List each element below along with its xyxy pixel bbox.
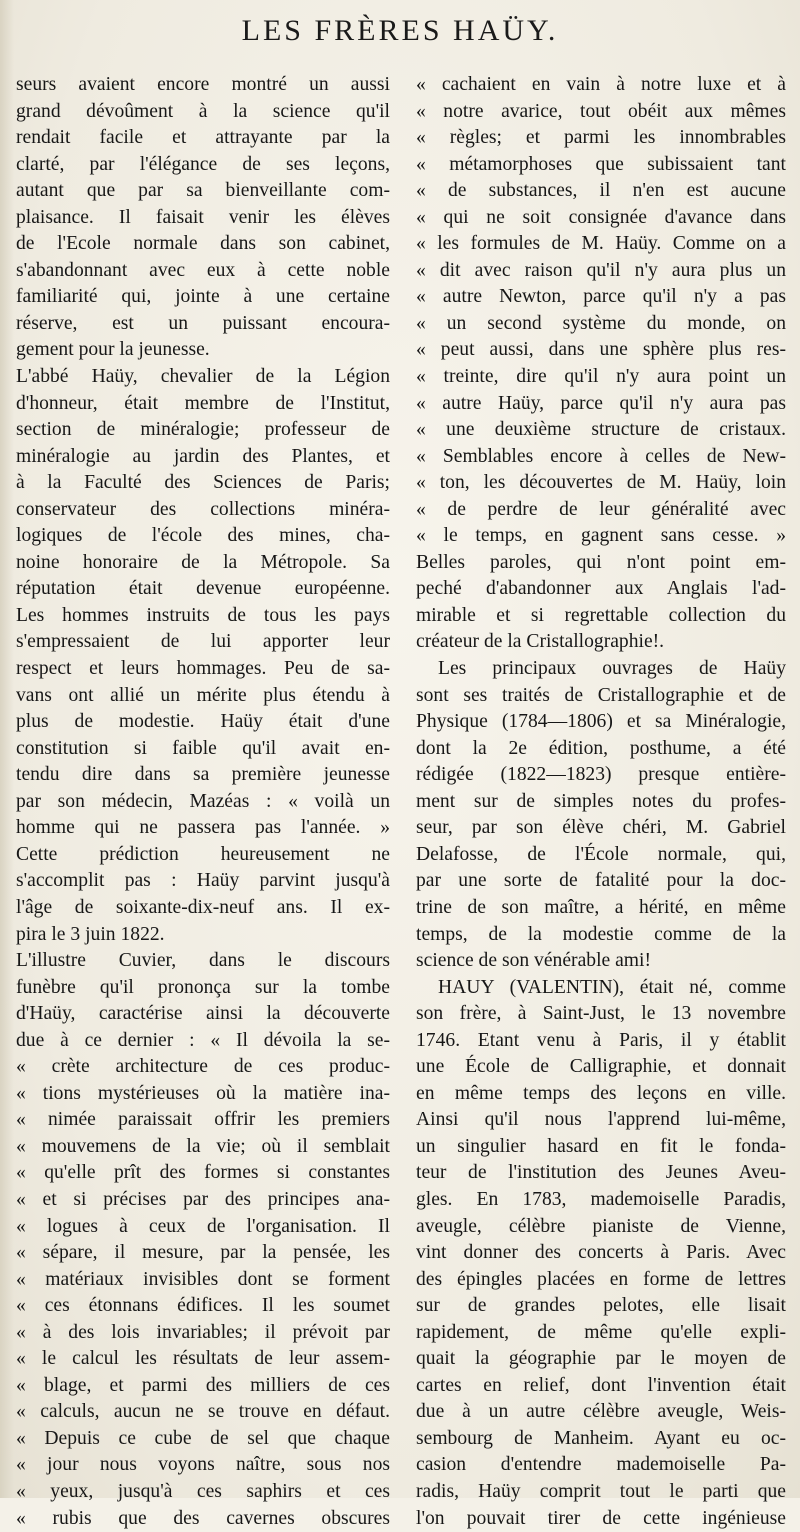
text-line: « treinte, dire qu'il n'y aura point un [416, 366, 786, 388]
text-line: Belles paroles, qui n'ont point em- [416, 551, 786, 573]
text-line: dont la 2e édition, posthume, a été [416, 737, 786, 759]
text-line: Cette prédiction heureusement ne [16, 843, 390, 865]
text-line: réputation était devenue européenne. [16, 578, 390, 600]
text-line: l'âge de soixante-dix-neuf ans. Il ex- [16, 896, 390, 918]
text-line: « ton, les découvertes de M. Haüy, loin [416, 472, 786, 494]
text-line: sur de grandes pelotes, elle lisait [416, 1295, 786, 1317]
text-line: Delafosse, de l'École normale, qui, [416, 843, 786, 865]
text-line: « tions mystérieuses où la matière ina- [16, 1082, 390, 1104]
text-line: « dit avec raison qu'il n'y aura plus un [416, 259, 786, 281]
text-line: « cachaient en vain à notre luxe et à [416, 74, 786, 95]
text-line: homme qui ne passera pas l'année. » [16, 817, 390, 839]
text-line: seur, par son élève chéri, M. Gabriel [416, 817, 786, 839]
text-line: « rubis que des cavernes obscures [16, 1507, 390, 1529]
text-line: cartes en relief, dont l'invention était [416, 1374, 786, 1396]
text-line: « règles; et parmi les innombrables [416, 127, 786, 149]
text-line: « sépare, il mesure, par la pensée, les [16, 1242, 390, 1264]
text-line: « matériaux invisibles dont se forment [16, 1268, 390, 1290]
text-line: gement pour la jeunesse. [16, 339, 210, 361]
text-line: familiarité qui, jointe à une certaine [16, 286, 390, 308]
text-line: d'honneur, était membre de l'Institut, [16, 392, 390, 414]
text-line: « une deuxième structure de cristaux. [416, 419, 786, 441]
left-text-column [16, 72, 390, 1532]
text-line: « peut aussi, dans une sphère plus res- [416, 339, 786, 361]
text-line: « logues à ceux de l'organisation. Il [16, 1215, 390, 1237]
text-line: « nimée paraissait offrir les premiers [16, 1109, 390, 1131]
text-line: « autre Newton, parce qu'il n'y a pas [416, 286, 786, 308]
text-line: section de minéralogie; professeur de [16, 419, 390, 441]
text-line: pira le 3 juin 1822. [16, 923, 165, 945]
text-line: rapidement, de même qu'elle expli- [416, 1321, 786, 1343]
text-line: l'on pouvait tirer de cette ingénieuse [416, 1507, 786, 1529]
text-line: logiques de l'école des mines, cha- [16, 525, 390, 547]
text-line: « yeux, jusqu'à ces saphirs et ces [16, 1480, 390, 1502]
running-header: LES FRÈRES HAÜY. [241, 14, 559, 47]
text-line: son frère, à Saint-Just, le 13 novembre [416, 1003, 786, 1025]
text-line: un singulier hasard en fit le fonda- [416, 1135, 786, 1157]
text-line: des épingles placées en forme de lettres [416, 1268, 786, 1290]
text-line: par son médecin, Mazéas : « voilà un [16, 790, 390, 812]
text-line: d'Haüy, caractérise ainsi la découverte [16, 1003, 390, 1025]
text-line: « qui ne soit consignée d'avance dans [416, 206, 786, 228]
text-line: « les formules de M. Haüy. Comme on a [416, 233, 786, 255]
text-line: tendu dire dans sa première jeunesse [16, 764, 390, 786]
text-line: « de perdre de leur généralité avec [416, 498, 786, 520]
text-line: rédigée (1822—1823) presque entière- [416, 764, 786, 786]
text-line: HAUY (VALENTIN), était né, comme [438, 976, 786, 998]
text-line: « le calcul les résultats de leur assem- [16, 1348, 390, 1370]
text-line: « jour nous voyons naître, sous nos [16, 1454, 390, 1476]
text-line: 1746. Etant venu à Paris, il y établit [416, 1029, 786, 1051]
text-line: une École de Calligraphie, et donnait [416, 1056, 786, 1078]
text-line: « métamorphoses que subissaient tant [416, 153, 786, 175]
text-line: gles. En 1783, mademoiselle Paradis, [416, 1188, 786, 1210]
text-line: rendait facile et attrayante par la [16, 127, 390, 149]
text-line: constitution si faible qu'il avait en- [16, 737, 390, 759]
text-line: mirable et si regrettable collection du [416, 604, 786, 626]
text-line: sont ses traités de Cristallographie et de [416, 684, 786, 706]
text-line: « à des lois invariables; il prévoit par [16, 1321, 390, 1343]
text-line: minéralogie au jardin des Plantes, et [16, 445, 390, 467]
text-line: Les hommes instruits de tous les pays [16, 604, 390, 626]
text-line: quait la géographie par le moyen de [416, 1348, 786, 1370]
text-line: L'abbé Haüy, chevalier de la Légion [16, 366, 390, 388]
text-line: aveugle, célèbre pianiste de Vienne, [416, 1215, 786, 1237]
text-line: « le temps, en gagnent sans cesse. » [416, 525, 786, 547]
text-line: Les principaux ouvrages de Haüy [438, 658, 786, 680]
text-line: « mouvemens de la vie; où il semblait [16, 1135, 390, 1157]
text-line: « qu'elle prît des formes si constantes [16, 1162, 390, 1184]
text-line: due à un autre célèbre aveugle, Weis- [416, 1401, 786, 1423]
text-line: due à ce dernier : « Il dévoila la se- [16, 1029, 390, 1051]
text-line: funèbre qu'il prononça sur la tombe [16, 976, 390, 998]
text-line: « Semblables encore à celles de New- [416, 445, 786, 467]
text-line: s'empressaient de lui apporter leur [16, 631, 390, 653]
text-line: L'illustre Cuvier, dans le discours [16, 950, 390, 972]
text-line: ment sur de simples notes du profes- [416, 790, 786, 812]
text-line: trine de son maître, a hérité, en même [416, 896, 786, 918]
text-line: par une sorte de fatalité pour la doc- [416, 870, 786, 892]
text-line: « calculs, aucun ne se trouve en défaut. [16, 1401, 390, 1423]
text-line: plaisance. Il faisait venir les élèves [16, 206, 390, 228]
text-line: « de substances, il n'en est aucune [416, 180, 786, 202]
text-line: s'accomplit pas : Haüy parvint jusqu'à [16, 870, 390, 892]
text-line: « ces étonnans édifices. Il les soumet [16, 1295, 390, 1317]
text-line: teur de l'institution des Jeunes Aveu- [416, 1162, 786, 1184]
text-line: vint donner des concerts à Paris. Avec [416, 1242, 786, 1264]
text-line: plus de modestie. Haüy était d'une [16, 711, 390, 733]
text-line: radis, Haüy comprit tout le parti que [416, 1480, 786, 1502]
text-line: réserve, est un puissant encoura- [16, 312, 390, 334]
text-line: noine honoraire de la Métropole. Sa [16, 551, 390, 573]
text-line: autant que par sa bienveillante com- [16, 180, 390, 202]
text-line: « crète architecture de ces produc- [16, 1056, 390, 1078]
text-line: vans ont allié un mérite plus étendu à [16, 684, 390, 706]
page-gutter-shadow [0, 0, 14, 1498]
text-line: Physique (1784—1806) et sa Minéralogie, [416, 711, 786, 733]
text-line: science de son vénérable ami! [416, 950, 652, 972]
text-line: casion d'entendre mademoiselle Pa- [416, 1454, 786, 1476]
right-text-column [416, 72, 786, 1532]
text-line: créateur de la Cristallographie!. [416, 631, 665, 653]
text-line: peché d'abandonner aux Anglais l'ad- [416, 578, 786, 600]
text-line: de l'Ecole normale dans son cabinet, [16, 233, 390, 255]
text-line: seurs avaient encore montré un aussi [16, 74, 390, 95]
text-line: « autre Haüy, parce qu'il n'y aura pas [416, 392, 786, 414]
text-line: en même temps des leçons en ville. [416, 1082, 786, 1104]
text-line: respect et leurs hommages. Peu de sa- [16, 658, 390, 680]
text-line: « blage, et parmi des milliers de ces [16, 1374, 390, 1396]
text-line: conservateur des collections minéra- [16, 498, 390, 520]
text-line: Ainsi qu'il nous l'apprend lui-même, [416, 1109, 786, 1131]
text-line: s'abandonnant avec eux à cette noble [16, 259, 390, 281]
text-line: « un second système du monde, on [416, 312, 786, 334]
text-line: « et si précises par des principes ana- [16, 1188, 390, 1210]
text-line: temps, de la modestie comme de la [416, 923, 786, 945]
text-line: grand dévoûment à la science qu'il [16, 100, 390, 122]
text-line: clarté, par l'élégance de ses leçons, [16, 153, 390, 175]
text-line: à la Faculté des Sciences de Paris; [16, 472, 390, 494]
text-line: « notre avarice, tout obéit aux mêmes [416, 100, 786, 122]
text-line: « Depuis ce cube de sel que chaque [16, 1427, 390, 1449]
text-line: sembourg de Manheim. Ayant eu oc- [416, 1427, 786, 1449]
